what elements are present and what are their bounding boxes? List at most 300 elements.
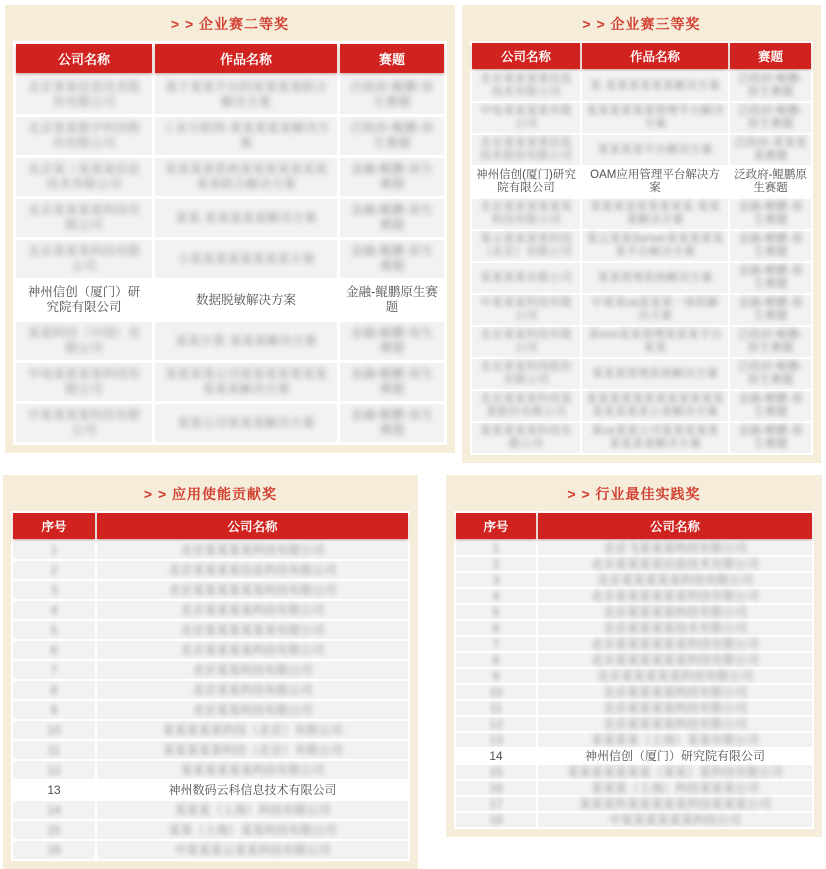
column-header: 公司名称	[538, 513, 812, 539]
table-cell	[472, 295, 580, 325]
table-row	[472, 295, 811, 325]
column-header: 赛题	[340, 44, 444, 73]
table-cell	[472, 135, 580, 165]
cell-text: OAM应用管理平台解决方案	[590, 169, 720, 194]
table-cell	[97, 721, 408, 739]
table-cell	[538, 605, 812, 619]
table-row	[13, 561, 408, 579]
column-header: 序号	[456, 513, 536, 539]
table-body	[472, 71, 811, 453]
awards-page	[0, 5, 826, 869]
table-cell	[340, 404, 444, 442]
table-row	[16, 199, 444, 237]
table-cell	[456, 781, 536, 795]
table-cell	[730, 327, 811, 357]
redacted-text: 某某计算·某某某解决方案	[175, 333, 317, 348]
column-header: 作品名称	[155, 44, 337, 73]
redacted-text: 北京某某某某某科技有限公司	[596, 669, 753, 683]
redacted-text: 北京某某某科技某某股份有限公司	[480, 393, 572, 418]
redacted-text: 泛政府-某某某某赛题	[734, 137, 807, 162]
table-cell	[16, 117, 152, 155]
table-body	[13, 541, 408, 859]
redacted-text: 5	[492, 605, 500, 619]
redacted-text: 北京某某某某信息技术股份有限公司	[480, 137, 572, 162]
redacted-text: 某某某某有限公司	[480, 271, 572, 284]
table-cell	[538, 653, 812, 667]
redacted-text: 小某某某某某某某某方案	[177, 251, 315, 266]
table-row	[456, 701, 812, 715]
table-cell	[13, 561, 95, 579]
table-cell	[456, 669, 536, 683]
table-row	[472, 71, 811, 101]
panel-title: > > 企业赛三等奖	[582, 16, 701, 32]
redacted-text: 某云某某某某科技（北京）有限公司	[480, 233, 572, 258]
table-cell	[155, 199, 337, 237]
table-cell	[456, 557, 536, 571]
table-cell	[472, 71, 580, 101]
table-row	[456, 605, 812, 619]
table-cell	[16, 158, 152, 196]
redacted-text: 金融-鲲鹏·原生赛题	[350, 203, 434, 232]
table-row	[472, 135, 811, 165]
redacted-text: 某某某某（上海）某某有限公司	[590, 733, 759, 747]
table-cell	[472, 167, 580, 197]
redacted-text: 北京某某某某某科技有限公司	[596, 573, 753, 587]
table-row	[456, 685, 812, 699]
redacted-text: 金融-鲲鹏·原生赛题	[737, 265, 804, 290]
redacted-text: 9	[492, 669, 500, 683]
table-row	[456, 813, 812, 827]
table-row	[472, 391, 811, 421]
redacted-text: 2	[492, 557, 500, 571]
redacted-text: 泛政府-鲲鹏·原生赛题	[737, 329, 804, 354]
table-row	[13, 781, 408, 799]
redacted-text: 某某某（上海）科技某某某公司	[590, 781, 759, 795]
table-cell	[155, 363, 337, 401]
table-cell	[472, 391, 580, 421]
table-cell	[97, 681, 408, 699]
table-row	[13, 721, 408, 739]
redacted-text: 中某某某云某某科技有限公司	[174, 843, 331, 857]
table-cell	[582, 71, 728, 101]
table-cell	[155, 322, 337, 360]
table-cell	[730, 295, 811, 325]
redacted-text: 16	[489, 781, 503, 795]
redacted-text: 14	[47, 803, 61, 817]
redacted-text: 某某科技（中国）有限公司	[27, 326, 141, 355]
table-cell	[16, 240, 152, 278]
table-cell	[16, 322, 152, 360]
table-cell	[456, 685, 536, 699]
awards-table	[13, 41, 447, 445]
table-cell	[538, 813, 812, 827]
panel-enterprise-second-prize	[5, 5, 455, 453]
cell-text: 13	[47, 783, 61, 797]
table-cell	[16, 281, 152, 319]
table-header	[472, 43, 811, 69]
redacted-text: 金融-鲲鹏·原生赛题	[350, 244, 434, 273]
redacted-text: 5	[50, 623, 58, 637]
table-cell	[97, 841, 408, 859]
table-cell	[472, 359, 580, 389]
table-cell	[13, 801, 95, 819]
table-row	[456, 589, 812, 603]
table-row	[456, 749, 812, 763]
redacted-text: 13	[489, 733, 503, 747]
table-cell	[13, 581, 95, 599]
table-cell	[456, 605, 536, 619]
table-cell	[97, 661, 408, 679]
table-cell	[730, 135, 811, 165]
table-body	[456, 541, 812, 827]
redacted-text: 12	[47, 763, 61, 777]
redacted-text: 北京某某某某某某科技有限公司	[168, 583, 337, 597]
redacted-text: 北京飞某某某科技有限公司	[602, 541, 747, 555]
redacted-text: 某ce某某公司某某某某某某某某某解决方案	[591, 425, 719, 450]
table-cell	[582, 359, 728, 389]
table-cell	[13, 821, 95, 839]
redacted-text: 金融-鲲鹏·原生赛题	[350, 162, 434, 191]
redacted-text: 泛政府-鲲鹏·原生赛题	[737, 73, 804, 98]
redacted-text: 15	[489, 765, 503, 779]
table-cell	[538, 685, 812, 699]
table-row	[456, 573, 812, 587]
table-cell	[340, 322, 444, 360]
table-cell	[472, 263, 580, 293]
redacted-text: 某某某某某科技（北京）有限公司	[162, 723, 343, 737]
table-cell	[730, 199, 811, 229]
table-cell	[730, 231, 811, 261]
table-cell	[13, 701, 95, 719]
redacted-text: 某某（上海）某某科技有限公司	[168, 823, 337, 837]
table-cell	[97, 561, 408, 579]
top-row	[5, 5, 826, 463]
table-row	[13, 641, 408, 659]
table-row	[13, 801, 408, 819]
table-cell	[340, 76, 444, 114]
redacted-text: 金融-鲲鹏·原生赛题	[737, 393, 804, 418]
table-cell	[582, 423, 728, 453]
redacted-text: 某某某某某某科技有限公司	[180, 763, 325, 777]
redacted-text: 金融-鲲鹏·原生赛题	[350, 326, 434, 355]
redacted-text: 北京某某某某科技有限公司	[602, 701, 747, 715]
table-row	[456, 797, 812, 811]
table-cell	[13, 661, 95, 679]
table-cell	[97, 621, 408, 639]
table-cell	[97, 601, 408, 619]
header-row	[13, 513, 408, 539]
redacted-text: 11	[47, 743, 61, 757]
redacted-text: 北京某某某科技有限公司	[27, 244, 141, 273]
cell-text: 14	[489, 749, 503, 763]
column-header: 序号	[13, 513, 95, 539]
redacted-text: 某某某某某科技（北京）有限公司	[162, 743, 343, 757]
panel-application-enablement-award	[3, 475, 418, 869]
redacted-text: 8	[492, 653, 500, 667]
table-row	[13, 601, 408, 619]
table-row	[13, 661, 408, 679]
table-row	[456, 781, 812, 795]
table-cell	[582, 327, 728, 357]
redacted-text: 16	[47, 843, 61, 857]
table-row	[16, 158, 444, 196]
table-cell	[155, 158, 337, 196]
table-cell	[582, 295, 728, 325]
redacted-text: 北京某某信息技术股份有限公司	[27, 80, 141, 109]
table-header	[13, 513, 408, 539]
redacted-text: 1	[492, 541, 500, 555]
redacted-text: 中电某某某某科技有限公司	[27, 367, 141, 396]
redacted-text: 8	[50, 683, 58, 697]
redacted-text: 17	[489, 797, 503, 811]
redacted-text: 北京某某某某技术有限公司	[602, 621, 747, 635]
table-cell	[16, 199, 152, 237]
table-header	[16, 44, 444, 73]
table-cell	[456, 797, 536, 811]
table-cell	[730, 71, 811, 101]
table-cell	[97, 641, 408, 659]
awards-table	[470, 41, 813, 455]
bottom-row	[3, 475, 826, 869]
table-row	[13, 741, 408, 759]
redacted-text: 北京某某某某科技有限公司	[602, 717, 747, 731]
redacted-text: 某某某管理系统解决方案	[591, 367, 719, 380]
table-cell	[97, 701, 408, 719]
redacted-text: 北京某某某某科技有限公司	[180, 543, 325, 557]
redacted-text: 北京某某某某某某科技有限公司	[480, 201, 572, 226]
redacted-text: 某某某（上海）科技有限公司	[174, 803, 331, 817]
column-header: 赛题	[730, 43, 811, 69]
table-cell	[97, 741, 408, 759]
table-row	[16, 240, 444, 278]
redacted-text: 北京某某某某信息技术有限公司	[590, 557, 759, 571]
panel-title: > > 企业赛二等奖	[170, 16, 290, 32]
redacted-text: 泛政府-鲲鹏·原生赛题	[350, 121, 434, 150]
redacted-text: 某某某金某某某某某·某某某解决方案	[589, 201, 721, 226]
redacted-text: 工业互联网·某某某某某解决方案	[162, 121, 330, 150]
table-row	[472, 231, 811, 261]
table-cell	[472, 327, 580, 357]
table-row	[456, 637, 812, 651]
table-cell	[538, 557, 812, 571]
cell-text: 神州信创（厦门）研究院有限公司	[584, 749, 765, 763]
redacted-text: 北京某某某某科技有限公司	[27, 203, 141, 232]
table-cell	[97, 801, 408, 819]
redacted-text: 金融-鲲鹏·原生赛题	[737, 233, 804, 258]
table-row	[456, 669, 812, 683]
table-row	[13, 581, 408, 599]
table-row	[16, 281, 444, 319]
table-row	[13, 761, 408, 779]
redacted-text: 某某某某某某某某某某某某某某某某某公某解决方案	[586, 393, 724, 418]
redacted-text: 北京某某科技有限公司	[480, 329, 572, 354]
table-cell	[13, 841, 95, 859]
table-cell	[472, 423, 580, 453]
redacted-text: 某mm某某管理某某某平台某某	[587, 329, 723, 354]
table-cell	[730, 359, 811, 389]
redacted-text: 11	[489, 701, 503, 715]
redacted-text: 某某某某某某管理平台解决方案	[586, 105, 724, 130]
table-cell	[13, 541, 95, 559]
table-row	[13, 701, 408, 719]
header-row	[456, 513, 812, 539]
column-header: 公司名称	[472, 43, 580, 69]
table-cell	[16, 404, 152, 442]
table-row	[472, 103, 811, 133]
column-header: 公司名称	[16, 44, 152, 73]
table-row	[16, 322, 444, 360]
table-cell	[456, 653, 536, 667]
redacted-text: 中电某某某某有限公司	[480, 105, 572, 130]
cell-text: 神州信创(厦门)研究院有限公司	[476, 169, 576, 194]
table-body	[16, 76, 444, 442]
column-header: 作品名称	[582, 43, 728, 69]
table-cell	[13, 781, 95, 799]
table-row	[456, 557, 812, 571]
redacted-text: 北京某某科技有限公司	[192, 703, 313, 717]
table-cell	[456, 573, 536, 587]
table-cell	[155, 281, 337, 319]
redacted-text: 北京某三某某某信息技术有限公司	[27, 162, 141, 191]
table-cell	[538, 637, 812, 651]
table-cell	[456, 541, 536, 555]
redacted-text: 7	[492, 637, 500, 651]
table-cell	[155, 117, 337, 155]
redacted-text: 北京某某数字科技股份有限公司	[27, 121, 141, 150]
table-cell	[730, 391, 811, 421]
redacted-text: 某某管理系统解决方案	[597, 271, 713, 284]
panel-industry-best-practice-award	[446, 475, 822, 837]
table-row	[472, 199, 811, 229]
table-cell	[340, 281, 444, 319]
table-cell	[13, 621, 95, 639]
table-cell	[456, 813, 536, 827]
table-cell	[472, 199, 580, 229]
redacted-text: 6	[50, 643, 58, 657]
redacted-text: 金融-鲲鹏·原生赛题	[737, 425, 804, 450]
table-row	[16, 76, 444, 114]
redacted-text: 金融-鲲鹏·原生赛题	[737, 201, 804, 226]
table-cell	[472, 231, 580, 261]
table-cell	[456, 717, 536, 731]
redacted-text: 某·某某某某某某解决方案	[589, 79, 721, 92]
awards-table	[11, 511, 410, 861]
table-cell	[582, 391, 728, 421]
table-row	[13, 821, 408, 839]
awards-table	[454, 511, 814, 829]
table-cell	[456, 589, 536, 603]
cell-text: 神州数码云科信息技术有限公司	[168, 783, 337, 797]
redacted-text: 9	[50, 703, 58, 717]
table-cell	[538, 589, 812, 603]
header-row	[472, 43, 811, 69]
table-cell	[340, 240, 444, 278]
redacted-text: 北京某某某某科技有限公司	[602, 605, 747, 619]
table-cell	[538, 541, 812, 555]
redacted-text: 某某某某某某某（某某）某科技有限公司	[566, 765, 783, 779]
table-cell	[155, 240, 337, 278]
panel-title: > > 应用使能贡献奖	[143, 486, 278, 502]
panel-title: > > 行业最佳实践奖	[567, 486, 701, 502]
redacted-text: 北京某某某某某某科技有限公司	[590, 653, 759, 667]
table-cell	[472, 103, 580, 133]
redacted-text: 泛政府-鲲鹏·原生赛题	[737, 361, 804, 386]
table-header	[456, 513, 812, 539]
table-row	[16, 404, 444, 442]
redacted-text: 某某某某某科技有限公司	[480, 425, 572, 450]
table-cell	[13, 601, 95, 619]
column-header: 公司名称	[97, 513, 408, 539]
table-cell	[155, 76, 337, 114]
table-cell	[730, 263, 811, 293]
table-cell	[13, 721, 95, 739]
table-cell	[13, 761, 95, 779]
redacted-text: 北京某某科技有限公司	[192, 663, 313, 677]
table-row	[456, 717, 812, 731]
table-cell	[582, 199, 728, 229]
table-cell	[538, 573, 812, 587]
cell-text: 泛政府-鲲鹏原生赛题	[734, 169, 807, 194]
table-cell	[730, 167, 811, 197]
table-cell	[730, 423, 811, 453]
redacted-text: 12	[489, 717, 503, 731]
table-cell	[16, 76, 152, 114]
redacted-text: 某某公司某某某解决方案	[177, 415, 315, 430]
redacted-text: 北京某某科技有限公司	[192, 683, 313, 697]
redacted-text: 中某某ca某某某一体机解决方案	[591, 297, 719, 322]
table-cell	[97, 761, 408, 779]
redacted-text: 2	[50, 563, 58, 577]
table-cell	[155, 404, 337, 442]
table-cell	[538, 765, 812, 779]
redacted-text: 北京某某某某信息科技有限公司	[168, 563, 337, 577]
header-row	[16, 44, 444, 73]
redacted-text: 3	[492, 573, 500, 587]
table-cell	[13, 741, 95, 759]
table-row	[16, 363, 444, 401]
redacted-text: 泛政府-鲲鹏·原生赛题	[737, 105, 804, 130]
redacted-text: 北京某某某某信息技术有限公司	[480, 73, 572, 98]
redacted-text: 北京某某某某某某有限公司	[180, 623, 325, 637]
redacted-text: 某云某某Server某某某某某某平台解决方案	[586, 233, 724, 258]
redacted-text: 北京某某某某某某科技有限公司	[590, 637, 759, 651]
redacted-text: 4	[50, 603, 58, 617]
redacted-text: 北京某某科技股份有限公司	[480, 361, 572, 386]
table-row	[456, 541, 812, 555]
redacted-text: 北京某某某某科技有限公司	[180, 603, 325, 617]
table-cell	[340, 199, 444, 237]
table-row	[13, 841, 408, 859]
table-row	[456, 621, 812, 635]
table-cell	[538, 733, 812, 747]
table-cell	[13, 641, 95, 659]
table-cell	[13, 681, 95, 699]
redacted-text: 10	[489, 685, 503, 699]
redacted-text: 3	[50, 583, 58, 597]
table-cell	[538, 781, 812, 795]
table-cell	[456, 765, 536, 779]
redacted-text: 某某某科某某某某某科技某某某公司	[578, 797, 771, 811]
table-cell	[582, 135, 728, 165]
table-cell	[538, 621, 812, 635]
table-cell	[97, 541, 408, 559]
table-row	[472, 423, 811, 453]
table-cell	[97, 821, 408, 839]
table-cell	[538, 669, 812, 683]
redacted-text: 中某某某某科技有限公司	[27, 408, 141, 437]
table-row	[472, 327, 811, 357]
redacted-text: 7	[50, 663, 58, 677]
